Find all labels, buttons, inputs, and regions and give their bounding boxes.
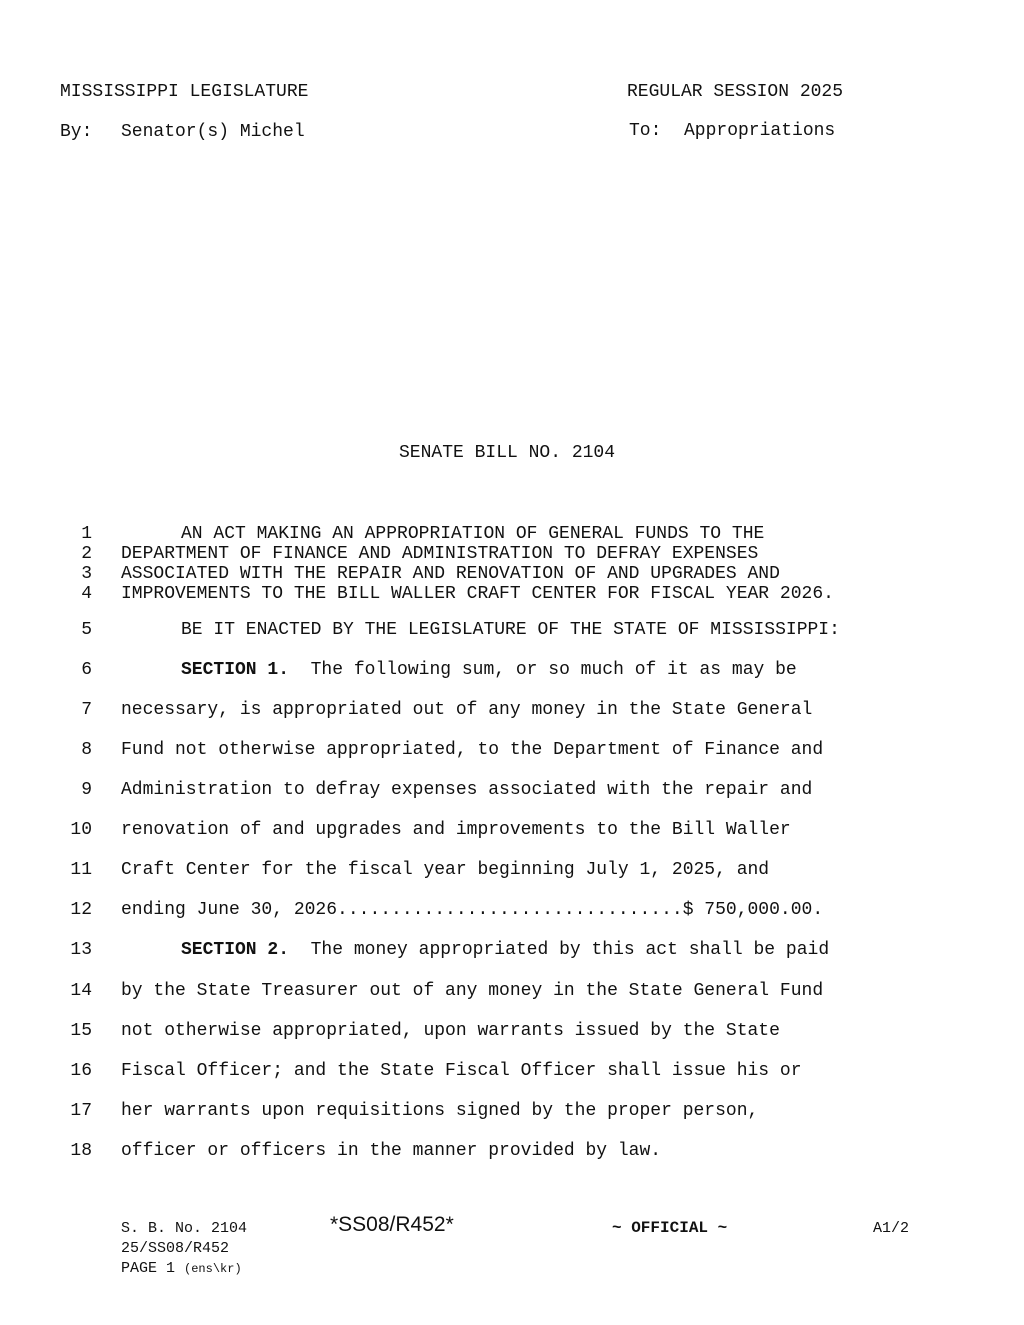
drafter-initials: (ens\kr) — [184, 1262, 242, 1276]
line-number: 15 — [70, 1021, 92, 1041]
bill-line: ASSOCIATED WITH THE REPAIR AND RENOVATION OF AND UPGRADES AND — [121, 564, 780, 584]
line-number: 6 — [81, 660, 92, 680]
line-number: 12 — [70, 900, 92, 920]
bill-line: Craft Center for the fiscal year beginning July 1, 2025, and — [121, 860, 770, 880]
line-number: 10 — [70, 820, 92, 840]
line-number: 7 — [81, 700, 92, 720]
session-label: REGULAR SESSION 2025 — [627, 82, 844, 102]
enacting-clause: BE IT ENACTED BY THE LEGISLATURE OF THE STATE OF MISSISSIPPI: — [181, 620, 840, 640]
section-heading: SECTION 2. — [181, 940, 290, 960]
to-label: To: — [629, 121, 662, 141]
committee-name: Appropriations — [684, 121, 836, 141]
bill-line: Fund not otherwise appropriated, to the Department of Finance and — [121, 740, 824, 760]
bill-line: Fiscal Officer; and the State Fiscal Officer shall issue his or — [121, 1061, 802, 1081]
line-number: 5 — [81, 620, 92, 640]
line-number: 9 — [81, 780, 92, 800]
bill-line: IMPROVEMENTS TO THE BILL WALLER CRAFT CENTER FOR FISCAL YEAR 2026. — [121, 584, 834, 604]
document-code: 25/SS08/R452 — [121, 1240, 230, 1257]
line-number: 17 — [70, 1101, 92, 1121]
line-number: 18 — [70, 1141, 92, 1161]
official-mark: ~ OFFICIAL ~ — [612, 1219, 728, 1237]
line-number: 8 — [81, 740, 92, 760]
line-number: 14 — [70, 981, 92, 1001]
line-number: 11 — [70, 860, 92, 880]
page-label: PAGE 1 (ens\kr) — [121, 1260, 242, 1277]
section-heading: SECTION 1. — [181, 660, 290, 680]
bill-line: SECTION 2. The money appropriated by this act shall be paid — [181, 940, 830, 960]
page-code: A1/2 — [873, 1220, 910, 1237]
legislature-name: MISSISSIPPI LEGISLATURE — [60, 82, 309, 102]
bill-line: AN ACT MAKING AN APPROPRIATION OF GENERAL FUNDS TO THE — [181, 524, 765, 544]
line-number: 3 — [81, 564, 92, 584]
bill-line: DEPARTMENT OF FINANCE AND ADMINISTRATION TO DEFRAY EXPENSES — [121, 544, 759, 564]
barcode-text: *SS08/R452* — [330, 1213, 454, 1236]
bill-line: necessary, is appropriated out of any money in the State General — [121, 700, 813, 720]
bill-line: by the State Treasurer out of any money in the State General Fund — [121, 981, 824, 1001]
bill-line: SECTION 1. The following sum, or so much of it as may be — [181, 660, 797, 680]
bill-line: not otherwise appropriated, upon warrants issued by the State — [121, 1021, 780, 1041]
line-number: 4 — [81, 584, 92, 604]
bill-line: renovation of and upgrades and improvements to the Bill Waller — [121, 820, 791, 840]
bill-reference: S. B. No. 2104 — [121, 1220, 248, 1237]
sponsor-name: Senator(s) Michel — [121, 122, 305, 142]
by-label: By: — [60, 122, 93, 142]
line-number: 2 — [81, 544, 92, 564]
bill-line: Administration to defray expenses associated with the repair and — [121, 780, 813, 800]
line-number: 13 — [70, 940, 92, 960]
line-number: 1 — [81, 524, 92, 544]
bill-line: officer or officers in the manner provided by law. — [121, 1141, 662, 1161]
bill-title: SENATE BILL NO. 2104 — [399, 443, 616, 463]
line-number: 16 — [70, 1061, 92, 1081]
appropriation-amount-line: ending June 30, 2026................................$ 750,000.00. — [121, 900, 824, 920]
bill-line: her warrants upon requisitions signed by the proper person, — [121, 1101, 759, 1121]
